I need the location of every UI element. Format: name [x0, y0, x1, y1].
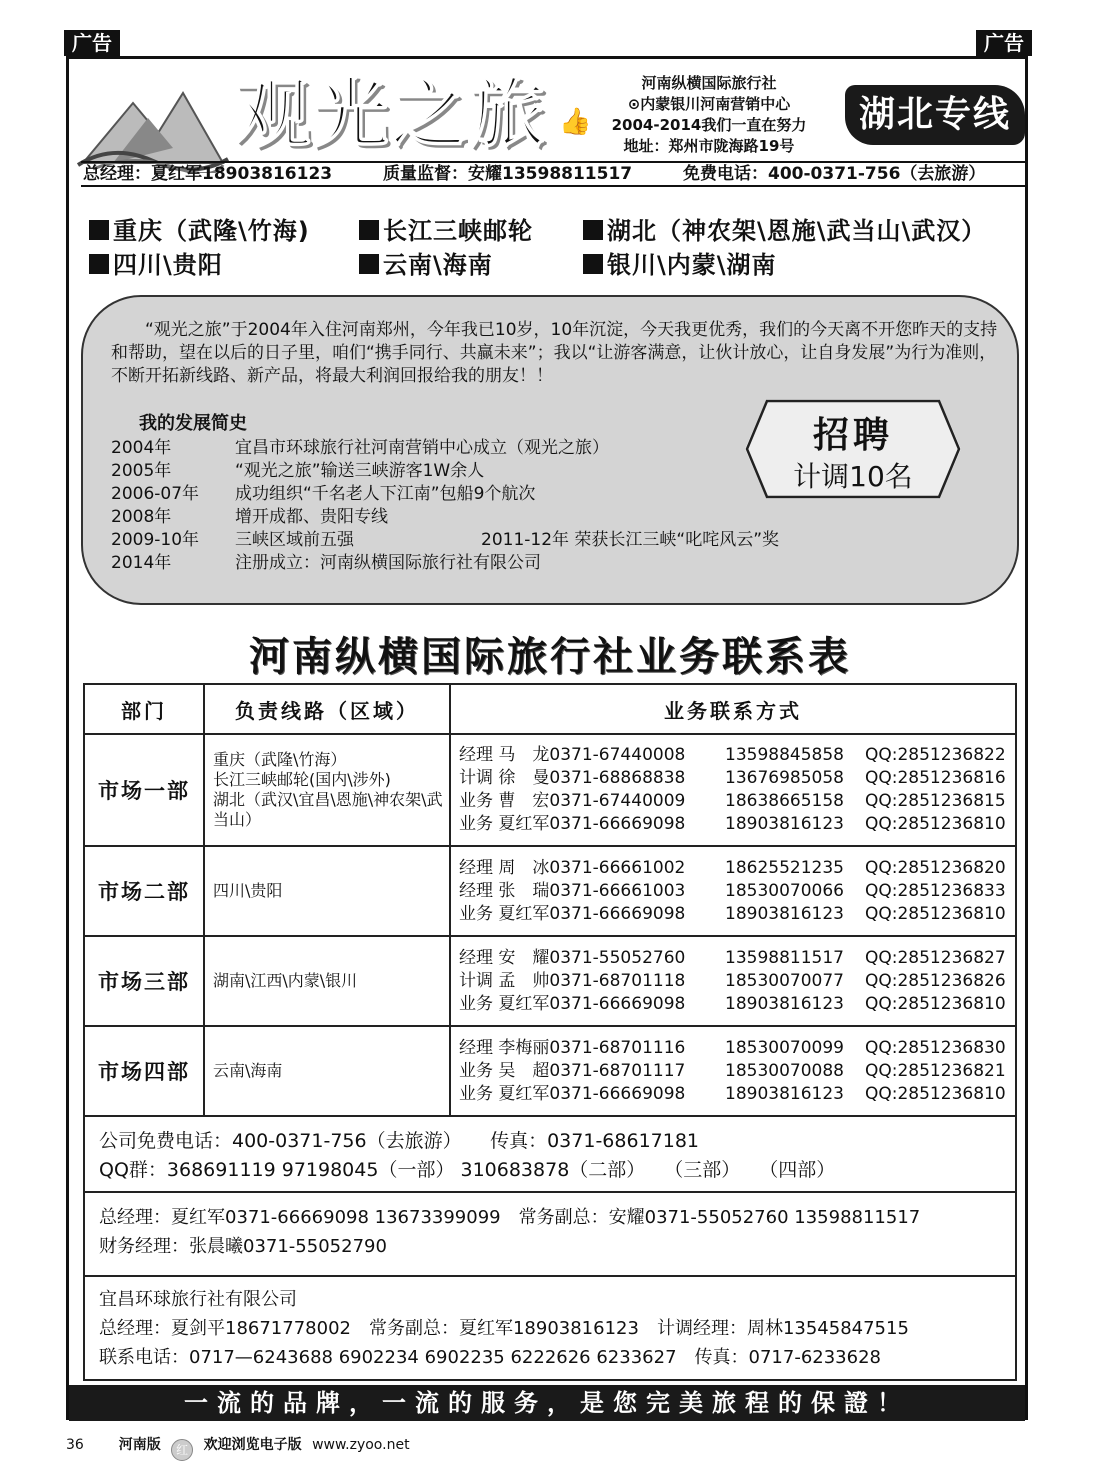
ad-tag-right: 广告 [976, 30, 1032, 56]
recruit-subtitle: 计调10名 [793, 460, 913, 493]
header-contact-strip [81, 161, 1027, 187]
edition-label: 河南版 [118, 1437, 161, 1453]
yichang-block [83, 1277, 1017, 1381]
yichang-phones: 联系电话：0717—6243688 6902234 6902235 6222626 6233627 传真：0717-6233628 [99, 1347, 881, 1368]
table-header-row [84, 684, 1016, 734]
gm-contact: 总经理：夏红军18903816123 [83, 164, 333, 184]
history-row: 2004年 宜昌市环球旅行社河南营销中心成立（观光之旅） [111, 438, 609, 458]
contacts-cell: 经理 周 冰0371-66661002 18625521235 QQ:2851236820 经理 张 瑞0371-66661003 18530070066 QQ:2851236833 业务 夏红军0371-66669098 18903816123 QQ:2851236810 [450, 846, 1016, 936]
table-row [84, 1026, 1016, 1116]
company-phone-line: 公司免费电话：400-0371-756（去旅游） 传真：0371-68617181 [99, 1130, 700, 1152]
area-cell: 重庆（武隆\竹海） 长江三峡邮轮(国内\涉外) 湖北（武汉\宜昌\恩施\神农架\武当山） [204, 734, 450, 846]
header-contacts: 业务联系方式 [450, 684, 1016, 734]
thumbs-up-icon: 👍 [559, 107, 592, 137]
dest-yinchuan: 银川\内蒙\湖南 [583, 245, 777, 280]
history-row: 2014年 注册成立：河南纵横国际旅行社有限公司 [111, 553, 541, 573]
dest-three-gorges: 长江三峡邮轮 [359, 211, 533, 246]
history-row: 2006-07年 成功组织“千名老人下江南”包船9个航次 [111, 484, 536, 504]
route-badge: 湖北专线 [845, 85, 1025, 145]
page-footer [66, 1434, 410, 1461]
contacts-cell: 经理 李梅丽0371-68701116 18530070099 QQ:2851236830 业务 吴 超0371-68701117 18530070088 QQ:2851236821 业务 夏红军0371-66669098 18903816123 QQ:2851236810 [450, 1026, 1016, 1116]
contacts-cell: 经理 马 龙0371-67440008 13598845858 QQ:2851236822 计调 徐 曼0371-68868838 13676985058 QQ:2851236816 业务 曹 宏0371-67440009 18638665158 QQ:2851236815 业务 夏红军0371-66669098 18903816123 QQ:2851236810 [450, 734, 1016, 846]
company-info: 河南纵横国际旅行社 ⊙内蒙银川河南营销中心 2004-2014我们一直在努力 地址：郑州市陇海路19号 [611, 74, 807, 155]
intro-text: “观光之旅”于2004年入住河南郑州，今年我已10岁，10年沉淀，今天我更优秀，我们的今天离不开您昨天的支持和帮助，望在以后的日子里，咱们“携手同行、共赢未来”；我以“让游客满意，让伙计放心，让自身发展”为行为准则，不断开拓新线路、新产品，将最大利润回报给我的朋友！！ [111, 320, 998, 386]
table-row [84, 936, 1016, 1026]
recruit-title: 招聘 [812, 415, 893, 456]
area-cell: 云南\海南 [204, 1026, 450, 1116]
header-dept: 部门 [84, 684, 204, 734]
management-block [83, 1193, 1017, 1277]
slogan-bar: 一流的品牌，一流的服务，是您完美旅程的保證！ [69, 1385, 1025, 1421]
red-circle-icon: 红 [171, 1439, 193, 1461]
brand-title: 观光之旅 [235, 69, 547, 158]
welcome-text: 欢迎浏览电子版 [203, 1437, 302, 1453]
finance-line: 财务经理：张晨曦0371-55052790 [99, 1236, 387, 1257]
hotline-contact: 免费电话：400-0371-756（去旅游） [683, 164, 986, 184]
table-title: 河南纵横国际旅行社业务联系表 [249, 634, 851, 680]
dest-sichuan: 四川\贵阳 [89, 245, 223, 280]
history-row: 2008年 增开成都、贵阳专线 [111, 507, 388, 527]
site-url[interactable]: www.zyoo.net [312, 1437, 410, 1453]
table-row [84, 734, 1016, 846]
page-number: 36 [66, 1437, 84, 1453]
area-cell: 四川\贵阳 [204, 846, 450, 936]
yichang-company: 宜昌环球旅行社有限公司 [99, 1289, 297, 1310]
table-row [84, 846, 1016, 936]
history-row: 2009-10年 三峡区域前五强 [111, 530, 354, 550]
qq-group-line: QQ群：368691119 97198045（一部） 310683878（二部） （三部） （四部） [99, 1159, 836, 1181]
yichang-management: 总经理：夏剑平18671778002 常务副总：夏红军18903816123 计调经理：周林13545847515 [99, 1318, 909, 1339]
dest-chongqing: 重庆（武隆\竹海) [89, 211, 310, 246]
contacts-cell: 经理 安 耀0371-55052760 13598811517 QQ:2851236827 计调 孟 帅0371-68701118 18530070077 QQ:2851236826 业务 夏红军0371-66669098 18903816123 QQ:2851236810 [450, 936, 1016, 1026]
dept-cell: 市场三部 [84, 936, 204, 1026]
management-line: 总经理：夏红军0371-66669098 13673399099 常务副总：安耀0371-55052760 13598811517 [99, 1207, 921, 1228]
history-award: 2011-12年 荣获长江三峡“叱咤风云”奖 [481, 530, 780, 550]
dest-yunnan: 云南\海南 [359, 245, 493, 280]
quality-contact: 质量监督：安耀13598811517 [383, 164, 633, 184]
dest-hubei: 湖北（神农架\恩施\武当山\武汉） [583, 211, 986, 246]
ad-frame [66, 56, 1028, 1420]
dept-cell: 市场一部 [84, 734, 204, 846]
contact-table [83, 683, 1017, 1117]
ad-tag-left: 广告 [64, 30, 120, 56]
history-row: 2005年 “观光之旅”输送三峡游客1W余人 [111, 461, 485, 481]
mountain-logo-icon [73, 73, 233, 173]
history-title: 我的发展简史 [139, 413, 247, 434]
company-phone-block [83, 1117, 1017, 1193]
header-area: 负责线路（区域） [204, 684, 450, 734]
dept-cell: 市场四部 [84, 1026, 204, 1116]
area-cell: 湖南\江西\内蒙\银川 [204, 936, 450, 1026]
dept-cell: 市场二部 [84, 846, 204, 936]
